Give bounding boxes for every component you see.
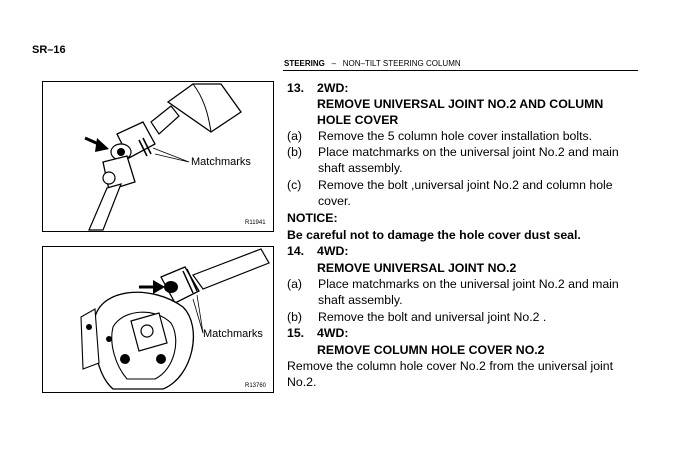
figure2-matchmarks-label: Matchmarks xyxy=(203,328,263,340)
item-text: Place matchmarks on the universal joint No.2 and main xyxy=(318,277,619,291)
item-label: (c) xyxy=(287,178,302,192)
notice-label: NOTICE: xyxy=(287,211,338,225)
item-text: Remove the bolt ,universal joint No.2 and column hole xyxy=(318,178,613,192)
step-15-body-line2: No.2. xyxy=(287,375,317,389)
header-section: STEERING xyxy=(284,59,325,68)
step-13-header xyxy=(287,80,348,96)
step-condition: 4WD: xyxy=(317,244,349,258)
step-14-title: REMOVE UNIVERSAL JOINT NO.2 xyxy=(317,261,517,275)
step-15-header xyxy=(287,325,348,341)
figure1-matchmarks-label: Matchmarks xyxy=(191,156,251,168)
joint-illustration-4wd xyxy=(43,247,273,392)
item-text: Remove the bolt and universal joint No.2 . xyxy=(318,310,547,324)
step-condition: 2WD: xyxy=(317,81,349,95)
step-number: 14. xyxy=(287,244,305,258)
step-13-title-line1: REMOVE UNIVERSAL JOINT NO.2 AND COLUMN xyxy=(317,97,604,111)
figure-4wd-joint xyxy=(42,246,274,393)
section-header xyxy=(284,59,461,68)
step-number: 15. xyxy=(287,326,305,340)
item-text: shaft assembly. xyxy=(318,161,403,175)
item-label: (b) xyxy=(287,310,303,324)
step-15-title: REMOVE COLUMN HOLE COVER NO.2 xyxy=(317,343,545,357)
step-number: 13. xyxy=(287,81,305,95)
step-14-header xyxy=(287,243,348,259)
item-text: Remove the 5 column hole cover installation bolts. xyxy=(318,129,593,143)
item-text: Place matchmarks on the universal joint No.2 and main xyxy=(318,145,619,159)
figure1-code: R11941 xyxy=(245,220,266,226)
notice-text: Be careful not to damage the hole cover dust seal. xyxy=(287,228,581,242)
item-text: cover. xyxy=(318,194,351,208)
procedure-text xyxy=(287,80,637,400)
step-15-body-line1: Remove the column hole cover No.2 from the universal joint xyxy=(287,359,614,373)
header-subsection: NON–TILT STEERING COLUMN xyxy=(342,59,461,68)
header-rule xyxy=(283,70,638,71)
figure2-code: R13760 xyxy=(245,383,267,389)
figure-2wd-joint xyxy=(42,81,274,232)
step-13-title-line2: HOLE COVER xyxy=(317,113,399,127)
page-number: SR–16 xyxy=(32,44,66,56)
step-condition: 4WD: xyxy=(317,326,349,340)
item-label: (a) xyxy=(287,129,303,143)
header-dash: – xyxy=(331,59,337,68)
item-label: (b) xyxy=(287,145,303,159)
item-text: shaft assembly. xyxy=(318,293,403,307)
item-label: (a) xyxy=(287,277,303,291)
